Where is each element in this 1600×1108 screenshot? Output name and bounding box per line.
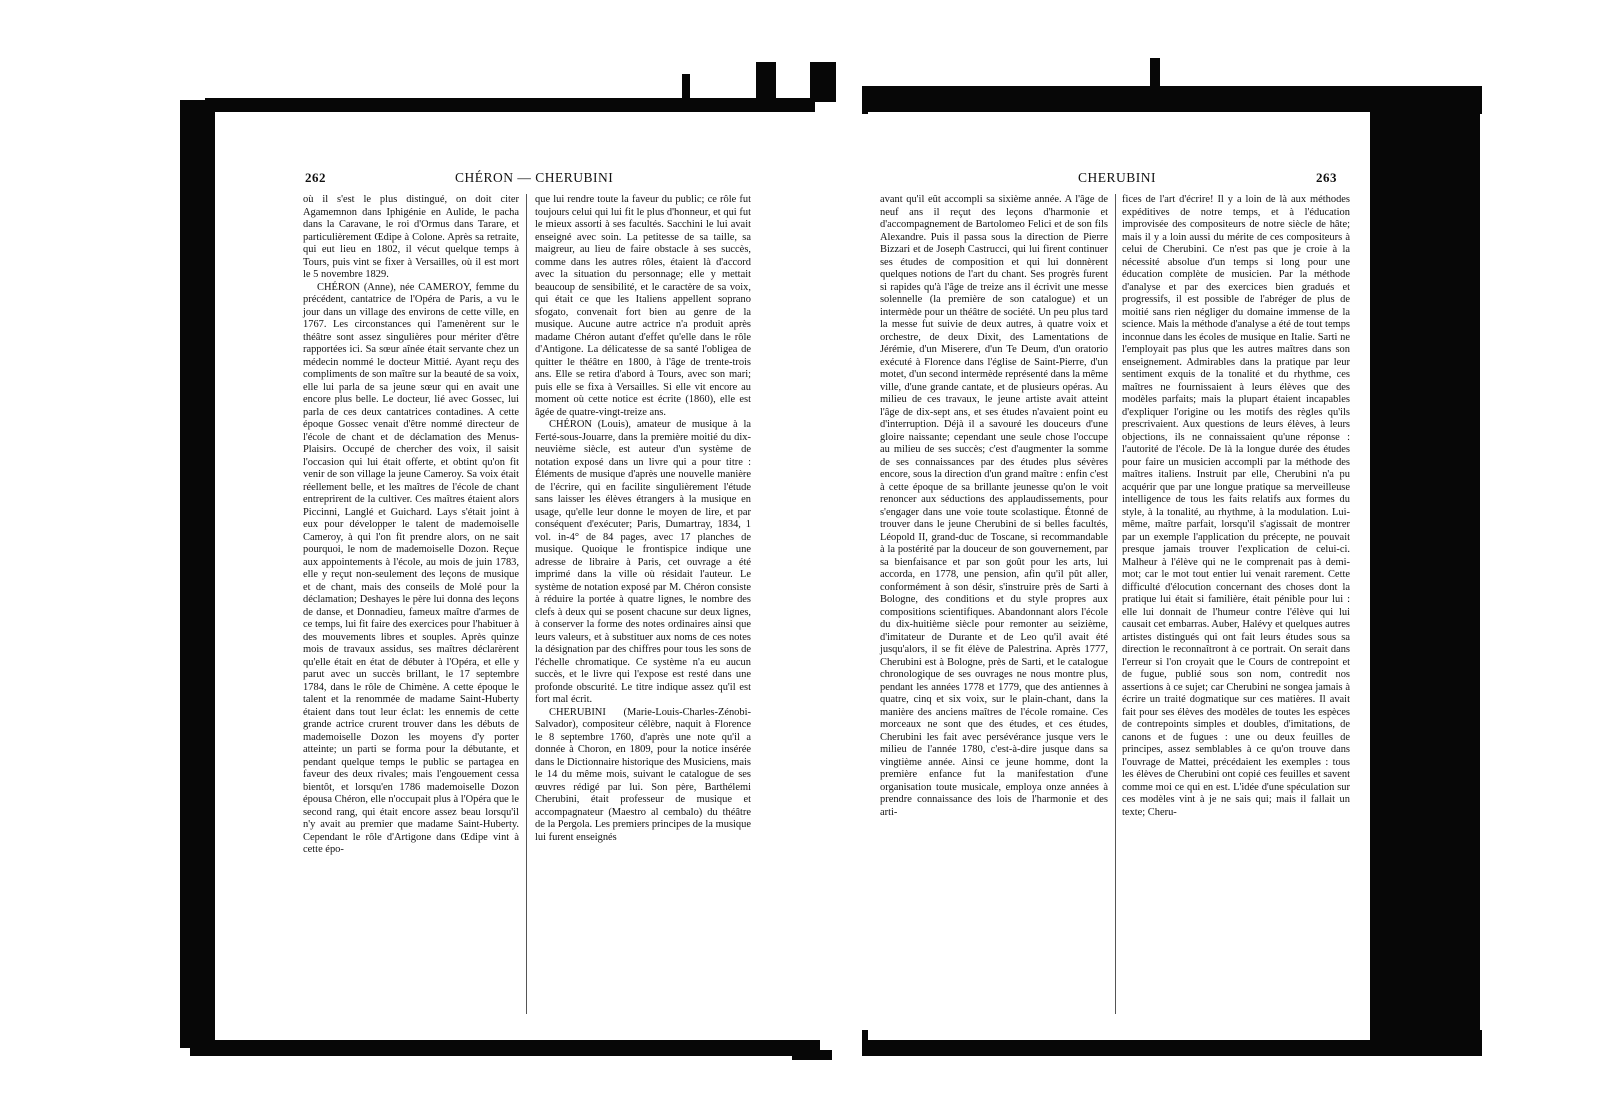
- left-page-tab-1: [682, 74, 690, 102]
- paragraph: CHÉRON (Louis), amateur de musique à la Ferté-sous-Jouarre, dans la première moitié du dix-neuvième siècle, est auteur d'un système de notation exposé dans un livre qui a pour titre : Éléments de musique d'après une nouvelle manière de l'écrire, qui en facilite singulièrement l'étude sans laisser les élèves étrangers à la musique en usage, qu'elle leur donne le moyen de lire, et par conséquent d'exécuter; Paris, Dumartray, 1834, 1 vol. in-4° de 84 pages, avec 17 planches de musique. Quoique le frontispice indique une adresse de libraire à Paris, cet ouvrage a été imprimé dans la ville où résidait l'auteur. Le système de notation exposé par M. Chéron consiste à réduire la portée à quatre lignes, le nombre des clefs à deux qui se posent chacune sur deux lignes, à conserver la forme des notes ordinaires ainsi que leurs valeurs, et à substituer aux noms de ces notes la désignation par des chiffres pour tous les sons de l'échelle chromatique. Ce système n'a eu aucun succès, et le livre qui l'expose est resté dans une profonde obscurité. Le titre indique assez qu'il est fort mal écrit.: [535, 419, 751, 705]
- paragraph: où il s'est le plus distingué, on doit citer Agamemnon dans Iphigénie en Aulide, le pacha dans la Caravane, le roi d'Ormus dans Tarare, et particulièrement Œdipe à Colone. Après sa retraite, qui eut lieu en 1802, il vécut quelque temps à Tours, puis vint se fixer à Versailles, où il est mort le 5 novembre 1829.: [303, 194, 519, 280]
- left-running-head: [215, 170, 823, 188]
- left-page-number: 262: [305, 170, 326, 185]
- left-page-tab-2: [756, 62, 776, 102]
- right-running-head: [868, 170, 1370, 188]
- left-running-title: CHÉRON — CHERUBINI: [455, 170, 614, 185]
- center-gutter-mark: [792, 1050, 832, 1060]
- paragraph: CHERUBINI (Marie-Louis-Charles-Zénobi-Salvador), compositeur célèbre, naquit à Florence le 8 septembre 1760, d'après une note qu'il a donnée à Choron, en 1809, pour la notice insérée dans le Dictionnaire historique des Musiciens, mais le 14 du même mois, suivant le catalogue de ses œuvres rédigé par lui. Son père, Barthélemi Cherubini, était professeur de musique et accompagnateur (Maestro al cembalo) du théâtre de la Pergola. Les premiers principes de la musique lui furent enseignés: [535, 706, 751, 843]
- paragraph: fices de l'art d'écrire! Il y a loin de là aux méthodes expéditives de notre temps, et à l'éducation improvisée des compositeurs de notre siècle de hâte; mais il y a loin aussi du mérite de ces compositeurs à celui de Cherubini. Ce n'est pas que je croie à la nécessité absolue d'un temps si long pour une éducation complète de musicien. Par la méthode d'analyse et par des exercices bien gradués et progressifs, il est possible de l'abréger de plus de moitié sans rien négliger du domaine immense de la science. Mais la méthode d'analyse a été de tout temps inconnue dans les écoles de musique en Italie. Sarti ne l'employait pas plus que les autres maîtres dans son enseignement. Admirables dans la pratique par leur sentiment exquis de la tonalité et du rhythme, ces maîtres ne fournissaient à leurs élèves que des modèles parfaits; mais la plupart étaient incapables d'expliquer l'origine ou les motifs des règles qu'ils prescrivaient. Aux questions de leurs élèves, à leurs objections, ils ne connaissaient qu'une réponse : l'autorité de l'école. De là la longue durée des études pour faire un musicien accompli par la méthode des maîtres italiens. Instruit par elle, Cherubini n'a pu acquérir que par une longue pratique sa merveilleuse intelligence de tous les faits relatifs aux formes du style, à la tonalité, au rhythme, à la modulation. Lui-même, maître parfait, lorsqu'il s'agissait de montrer par un exemple l'application du précepte, ne pouvait presque jamais trouver l'explication de celui-ci. Malheur à l'élève qui ne le comprenait pas à demi-mot; car le mot tout entier lui venait rarement. Cette difficulté d'élocution concernant des choses dont la pratique lui était si familière, était pénible pour lui : elle lui donnait de l'humeur contre l'élève qui lui causait cet embarras. Auber, Halévy et quelques autres artistes distingués qui ont fait leurs études sous sa direction le reconnaîtront à ce portrait. On serait dans l'erreur si l'on croyait que le Cours de contrepoint et de fugue, publié sous son nom, contredit nos assertions à ce sujet; car Cherubini ne songea jamais à écrire un traité dogmatique sur ces matières. Il avait fait pour ses élèves des modèles de toutes les espèces de contrepoints simples et doubles, d'imitations, de canons et de fugues : une ou deux feuilles de principes, assez semblables à ce qu'on trouve dans l'ouvrage de Mattei, précédaient les exemples : tous les élèves de Cherubini ont copié ces feuilles et savent comme moi ce qui en est. L'idée d'une spéculation sur ces modèles vint à je ne sais qui; mais il fallait un texte; Cheru-: [1122, 194, 1350, 818]
- left-scan-border-left: [180, 100, 216, 1048]
- column-divider: [1115, 194, 1116, 1014]
- right-page-column-1: [880, 194, 1108, 819]
- right-page-number: 263: [1316, 170, 1337, 185]
- paragraph: que lui rendre toute la faveur du public; ce rôle fut toujours celui qui lui fit le plus d'honneur, et qui fut le mieux assorti à ses facultés. Sacchini le lui avait enseigné avec soin. La petitesse de sa taille, sa maigreur, au lieu de faire obstacle à ses succès, comme dans les autres rôles, étaient là d'accord avec la situation du personnage; elle y mettait beaucoup de sensibilité, et le caractère de sa voix, qui était ce que les Italiens appellent soprano sfogato, convenait fort bien au genre de la musique. Aucune autre actrice n'a produit après madame Chéron autant d'effet qu'elle dans le rôle d'Antigone. La délicatesse de sa santé l'obligea de quitter le théâtre en 1800, à l'âge de trente-trois ans. Elle se retira d'abord à Tours, avec son mari; puis elle se fixa à Versailles. Si elle vit encore au moment où cette notice est écrite (1860), elle est âgée de quatre-vingt-treize ans.: [535, 194, 751, 418]
- column-divider: [526, 194, 527, 1014]
- paragraph: avant qu'il eût accompli sa sixième année. A l'âge de neuf ans il reçut des leçons d'harmonie et d'accompagnement de Bartolomeo Felici et de son fils Alexandre. Puis il passa sous la direction de Pierre Bizzari et de Joseph Castrucci, qui lui firent continuer ses études de composition et qui lui donnèrent quelques notions de l'art du chant. Ses progrès furent si rapides qu'à l'âge de treize ans il écrivit une messe solennelle (la première de son catalogue) et un intermède pour un théâtre de société. Un peu plus tard la messe fut suivie de deux autres, à quatre voix et orchestre, de deux Dixit, des Lamentations de Jérémie, d'un Miserere, d'un Te Deum, d'un oratorio exécuté à Florence dans l'église de Saint-Pierre, d'un motet, d'un second intermède représenté dans la même ville, d'une grande cantate, et de plusieurs opéras. Au milieu de ces travaux, le jeune artiste avait atteint l'âge de dix-sept ans, et ses études n'avaient point eu d'interruption. Déjà il a savouré les douceurs d'une gloire naissante; cependant une seule chose l'occupe au milieu de ses succès; c'est d'augmenter la somme de ses connaissances par des études plus sévères encore, sous la direction d'un grand maître : enfin c'est à cette époque de sa brillante jeunesse qu'on le voit renoncer aux séductions des applaudissements, pour s'engager dans une voie toute scolastique. Étonné de trouver dans le jeune Cherubini de si belles facultés, Léopold II, grand-duc de Toscane, si recommandable à la postérité par la douceur de son gouvernement, par sa bienfaisance et par son goût pour les arts, lui accorda, en 1778, une pension, afin qu'il pût aller, conformément à son désir, s'instruire près de Sarti à Bologne, des conditions et du style propres aux compositions scientifiques. Abandonnant alors l'école du dix-huitième siècle pour remonter au seizième, d'imitateur de Durante et de Leo qu'il avait été jusqu'alors, il se fit élève de Palestrina. Après 1777, Cherubini est à Bologne, près de Sarti, et le catalogue chronologique de ses ouvrages ne nous montre plus, pendant les années 1778 et 1779, que des antiennes à quatre, cinq et six voix, sur le plain-chant, dans la manière des anciens maîtres de l'école romaine. Ces morceaux ne sont que des études, et ces études, Cherubini les fait avec persévérance jusque vers le milieu de l'année 1780, c'est-à-dire jusque dans sa vingtième année. Ainsi ce jeune homme, dont la première enfance fut la manifestation d'une organisation toute musicale, employa onze années à prendre connaissance des lois de l'harmonie et des arti-: [880, 194, 1108, 818]
- left-page-column-2: [535, 194, 751, 844]
- left-page-column-1: [303, 194, 519, 857]
- right-page-tab: [1150, 58, 1160, 88]
- right-scan-border-right: [1368, 86, 1480, 1056]
- left-page: [215, 112, 823, 1040]
- right-page-column-2: [1122, 194, 1350, 819]
- paragraph: CHÉRON (Anne), née CAMEROY, femme du précédent, cantatrice de l'Opéra de Paris, a vu le jour dans un village des environs de cette ville, en 1767. Les circonstances qui l'amenèrent sur le théâtre sont assez singulières pour mériter d'être rapportées ici. Sa sœur aînée était servante chez un médecin nommé le docteur Mittié. Ayant reçu des compliments de son maître sur la beauté de sa voix, elle lui parla de sa jeune sœur qui en avait une encore plus belle. Le docteur, lié avec Gossec, lui parla de ces deux cantatrices contadines. A cette époque Gossec venait d'être nommé directeur de l'école de chant et de déclamation des Menus-Plaisirs. Occupé de chercher des voix, il saisit l'occasion qui lui était offerte, et obtint qu'on fit venir de son village la jeune Cameroy. Sa voix était réellement belle, et les maîtres de l'école de chant entreprirent de la cultiver. Ces maîtres étaient alors Piccinni, Langlé et Guichard. Lays s'était joint à eux pour développer le talent de mademoiselle Cameroy, à qui l'on fit prendre alors, on ne sait pourquoi, le nom de mademoiselle Dozon. Reçue aux appointements à l'école, au mois de juin 1783, elle y reçut non-seulement des leçons de musique et de chant, mais des conseils de Molé pour la déclamation; Deshayes le père lui donna des leçons de danse, et Donnadieu, fameux maître d'armes de ce temps, lui fit faire des exercices pour l'habituer à des mouvements libres et souples. Après quinze mois de travaux assidus, ses maîtres déclarèrent qu'elle était en état de débuter à l'Opéra, et elle y parut avec un succès brillant, le 17 septembre 1784, dans le rôle de Chimène. A cette époque le talent et la renommée de madame Saint-Huberty étaient dans tout leur éclat: les ennemis de cette grande actrice crurent trouver dans les débuts de mademoiselle Dozon les moyens d'y porter atteinte; un parti se forma pour la débutante, et pendant quelque temps le public se partagea en faveur des deux rivales; mais l'engouement cessa bientôt, et lorsqu'en 1786 mademoiselle Dozon épousa Chéron, elle n'occupait plus à l'Opéra que le second rang, qui était encore assez beau lorsqu'il n'y avait au premier que madame Saint-Huberty. Cependant le rôle d'Artigone dans Œdipe vint à cette épo-: [303, 281, 519, 855]
- right-running-title: CHERUBINI: [1078, 170, 1156, 185]
- left-page-tab-3: [810, 62, 836, 102]
- right-page: [868, 112, 1370, 1040]
